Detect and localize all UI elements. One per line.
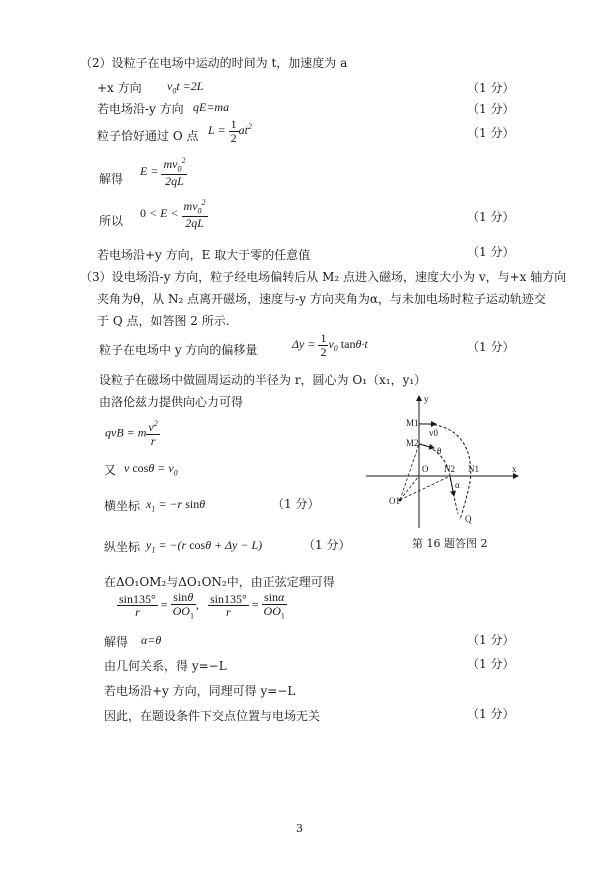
trajectory-diagram (362, 392, 542, 532)
also-label: 又 (104, 463, 117, 477)
sine-formula: $\frac{\sin 135^\circ}{r}$ = $\frac{\sin\theta}{OO_1}$ , $\frac{\sin 135^\circ}{r}$ = $\frac{\sin\alpha}{OO_1}$ (119, 590, 285, 620)
score-7: （1 分） (272, 497, 320, 511)
score-10: （1 分） (467, 657, 515, 671)
score-11: （1 分） (467, 707, 515, 721)
v-arrow-n2 (450, 476, 454, 496)
figure-caption: 第 16 题答图 2 (412, 537, 488, 550)
line-minus-y-label: 若电场沿-y 方向 (97, 102, 184, 116)
label-y: y (424, 394, 429, 404)
solve-label: 解得 (99, 172, 124, 186)
score-9: （1 分） (467, 633, 515, 647)
sine-law-line: 在ΔO₁OM₂与ΔO₁ON₂中，由正弦定理可得 (104, 575, 335, 589)
line-x-dir-formula: $v_0t =2L$ (167, 79, 204, 96)
result1-label: 解得 (104, 635, 129, 649)
radius-o1-o (400, 476, 419, 500)
deflect-label: 粒子在电场中 y 方向的偏移量 (99, 343, 258, 357)
radius-line: 设粒子在磁场中做圆周运动的半径为 r，圆心为 O₁（x₁，y₁） (99, 373, 427, 387)
deflect-formula: Δy = $\frac{1}{2}$ $v_0$ tanθ·t (292, 331, 368, 359)
label-theta: θ (437, 446, 442, 456)
geometry-line: 由几何关系，得 y=−L (104, 659, 227, 673)
label-m2: M2 (406, 438, 419, 448)
label-alpha: α (455, 480, 460, 490)
score-4: （1 分） (467, 210, 515, 224)
so-label: 所以 (99, 214, 124, 228)
label-n1: N1 (468, 464, 479, 474)
label-n2: N2 (444, 464, 455, 474)
v-arrow-m2 (419, 444, 434, 448)
score-6: （1 分） (467, 340, 515, 354)
label-o1: O1 (389, 496, 400, 506)
line-o-point-formula: L = $\frac{1}{2}$ $at^2$ (208, 117, 252, 145)
eq-vcos: v $\cos\theta = v_0$ (124, 461, 178, 478)
section3-para3: 于 Q 点，如答图 2 所示. (97, 314, 230, 328)
solve-formula: E = $\frac{mv_0^2}{2qL}$ (140, 156, 186, 188)
label-x: x (512, 464, 517, 474)
label-o: O (422, 464, 429, 474)
ordinate-formula: $y_1 = -(r$ cosθ + Δy − L) (146, 538, 263, 555)
positive-y-line: 若电场沿+y 方向，E 取大于零的任意值 (97, 248, 311, 262)
radius-o1-m2 (400, 444, 419, 500)
line-o-point-label: 粒子恰好通过 O 点 (97, 129, 199, 143)
ordinate-label: 纵坐标 (104, 540, 141, 554)
page-number: 3 (296, 822, 303, 835)
lorentz-line: 由洛伦兹力提供向心力可得 (99, 395, 244, 409)
section2-intro: （2）设粒子在电场中运动的时间为 t，加速度为 a (80, 56, 348, 70)
section3-para1: （3）设电场沿-y 方向，粒子经电场偏转后从 M₂ 点进入磁场，速度大小为 v，与+x 轴方向 (80, 270, 567, 284)
section3-para2: 夹角为θ，从 N₂ 点离开磁场，速度与-y 方向夹角为α，与未加电场时粒子运动轨迹交 (97, 292, 546, 306)
label-v0: v0 (429, 428, 438, 438)
so-formula: 0 < E < $\frac{mv_0^2}{2qL}$ (140, 198, 206, 230)
line-x-dir-label: +x 方向 (97, 81, 142, 95)
score-2: （1 分） (467, 102, 515, 116)
abscissa-formula: $x_1 = -r$ sinθ (146, 497, 206, 514)
score-5: （1 分） (467, 245, 515, 259)
line-minus-y-formula: qE=ma (193, 100, 230, 114)
score-1: （1 分） (467, 81, 515, 95)
result1-formula: α=θ (141, 633, 162, 647)
conclusion-line: 因此，在题设条件下交点位置与电场无关 (104, 709, 321, 723)
abscissa-label: 横坐标 (104, 499, 141, 513)
plus-y-line: 若电场沿+y 方向，同理可得 y=−L (104, 684, 296, 698)
radius-o1-n2 (400, 476, 450, 500)
label-m1: M1 (406, 418, 419, 428)
score-3: （1 分） (467, 126, 515, 140)
score-8: （1 分） (303, 538, 351, 552)
label-q: Q (465, 514, 472, 524)
eq-qvb: qvB = m $\frac{v^2}{r}$ (105, 419, 158, 448)
